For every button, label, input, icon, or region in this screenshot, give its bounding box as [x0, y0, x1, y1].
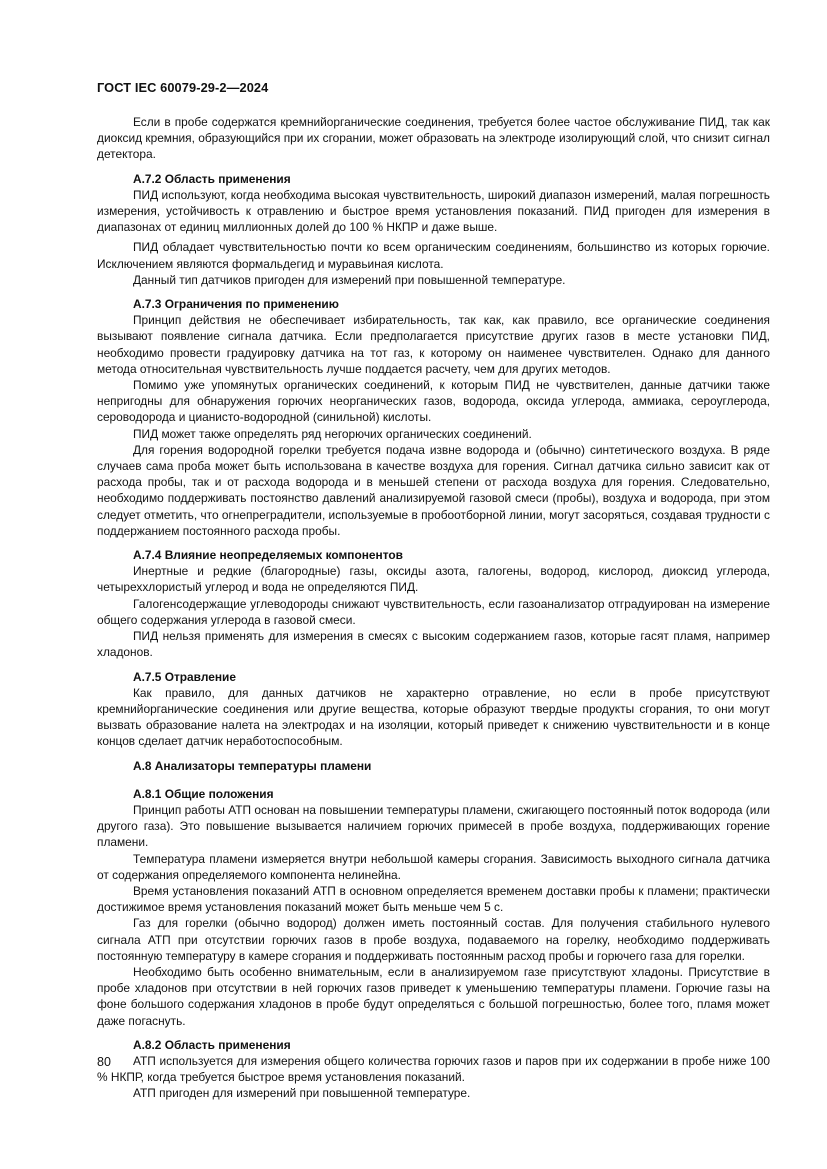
section-heading-a-8: А.8 Анализаторы температуры пламени	[133, 758, 372, 773]
paragraph: Принцип действия не обеспечивает избирательность, так как, как правило, все органические соединения вызывают появление сигнала датчика. Если предполагается присутствие других газов в месте установки ПИД, необходимо провести градуировку датчика на тот газ, к которому он наименее чувствителен. Однако для данного метода относительная чувствительность лучше поддается расчету, чем для других методов.	[97, 313, 770, 376]
document-header: ГОСТ IEC 60079-29-2—2024	[97, 80, 269, 95]
paragraph: ПИД обладает чувствительностью почти ко всем органическим соединениям, большинство из которых горючие. Исключением являются формальдегид и муравьиная кислота.	[97, 240, 770, 271]
paragraph: Помимо уже упомянутых органических соединений, к которым ПИД не чувствителен, данные датчики также непригодны для обнаружения горючих неорганических газов, водорода, оксида углерода, аммиака, сероуглерода, сероводорода и цианисто-водородной (синильной) кислоты.	[97, 378, 770, 425]
section-heading-a-7-3: А.7.3 Ограничения по применению	[133, 297, 339, 312]
paragraph: ПИД может также определять ряд негорючих органических соединений.	[133, 426, 532, 441]
paragraph: Данный тип датчиков пригоден для измерений при повышенной температуре.	[133, 272, 566, 287]
paragraph: Если в пробе содержатся кремнийорганические соединения, требуется более частое обслуживание ПИД, так как диоксид кремния, образующийся при их сгорании, может образовать на электроде изолирующий слой, что снизит сигнал детектора.	[97, 115, 770, 162]
paragraph: Необходимо быть особенно внимательным, если в анализируемом газе присутствуют хладоны. Присутствие в пробе хладонов при отсутствии в ней горючих газов приведет к уменьшению температуры пламени. Горючие газы на фоне большого содержания хладонов в пробе будут определяться с большой погрешностью, более того, пламя может даже погаснуть.	[97, 964, 770, 1028]
page-number: 80	[97, 1055, 111, 1069]
paragraph: Для горения водородной горелки требуется подача извне водорода и (обычно) синтетического воздуха. В ряде случаев сама проба может быть использована в качестве воздуха для горения. Сигнал датчика сильно зависит как от расхода пробы, так и от расхода водорода и в меньшей степени от расхода воздуха для горения. Следовательно, необходимо поддерживать постоянство давлений анализируемой газовой смеси (пробы), воздуха и водорода, при этом следует отметить, что огнепреградители, используемые в пробоотборной линии, могут засоряться, создавая трудности с поддержанием постоянного расхода пробы.	[97, 442, 770, 538]
paragraph: Газ для горелки (обычно водород) должен иметь постоянный состав. Для получения стабильного нулевого сигнала АТП при отсутствии горючих газов в пробе воздуха, подаваемого на горелку, необходимо поддерживать постоянную температуру в камере сгорания и поддерживать постоянным расход пробы и горючего газа для горелки.	[97, 916, 770, 963]
paragraph: Температура пламени измеряется внутри небольшой камеры сгорания. Зависимость выходного сигнала датчика от содержания определяемого компонента нелинейна.	[97, 851, 770, 882]
paragraph: Принцип работы АТП основан на повышении температуры пламени, сжигающего постоянный поток водорода (или другого газа). Это повышение вызывается наличием горючих примесей в пробе воздуха, поддерживающих горение пламени.	[97, 802, 770, 850]
section-heading-a-7-4: А.7.4 Влияние неопределяемых компонентов	[133, 548, 403, 563]
paragraph: Инертные и редкие (благородные) газы, оксиды азота, галогены, водород, кислород, диоксид углерода, четыреххлористый углерод и вода не определяются ПИД.	[97, 564, 770, 595]
paragraph: АТП пригоден для измерений при повышенной температуре.	[133, 1086, 471, 1101]
section-heading-a-8-2: А.8.2 Область применения	[133, 1037, 291, 1052]
section-heading-a-7-2: А.7.2 Область применения	[133, 171, 291, 186]
section-heading-a-8-1: А.8.1 Общие положения	[133, 786, 274, 801]
paragraph: Время установления показаний АТП в основном определяется временем доставки пробы к пламени; практически достижимое время установления показаний может быть меньше чем 5 с.	[97, 883, 770, 915]
page-body	[97, 114, 770, 1102]
paragraph: ПИД используют, когда необходима высокая чувствительность, широкий диапазон измерений, малая погрешность измерения, устойчивость к отравлению и быстрое время установления показаний. ПИД пригоден для измерения в диапазонах от единиц миллионных долей до 100 % НКПР и даже выше.	[97, 187, 770, 235]
paragraph: ПИД нельзя применять для измерения в смесях с высоким содержанием газов, которые гасят пламя, например хладонов.	[97, 629, 770, 660]
paragraph: АТП используется для измерения общего количества горючих газов и паров при их содержании в пробе ниже 100 % НКПР, когда требуется быстрое время установления показаний.	[97, 1053, 770, 1085]
paragraph: Галогенсодержащие углеводороды снижают чувствительность, если газоанализатор отградуирован на измерение общего содержания углерода в газовой смеси.	[97, 596, 770, 627]
section-heading-a-7-5: А.7.5 Отравление	[133, 669, 236, 684]
paragraph: Как правило, для данных датчиков не характерно отравление, но если в пробе присутствуют кремнийорганические соединения или другие вещества, которые образуют твердые продукты сгорания, то они могут вызвать образование налета на электродах и на изоляции, который приведет к снижению чувствительности и в конце концов сделает датчик неработоспособным.	[97, 685, 770, 749]
